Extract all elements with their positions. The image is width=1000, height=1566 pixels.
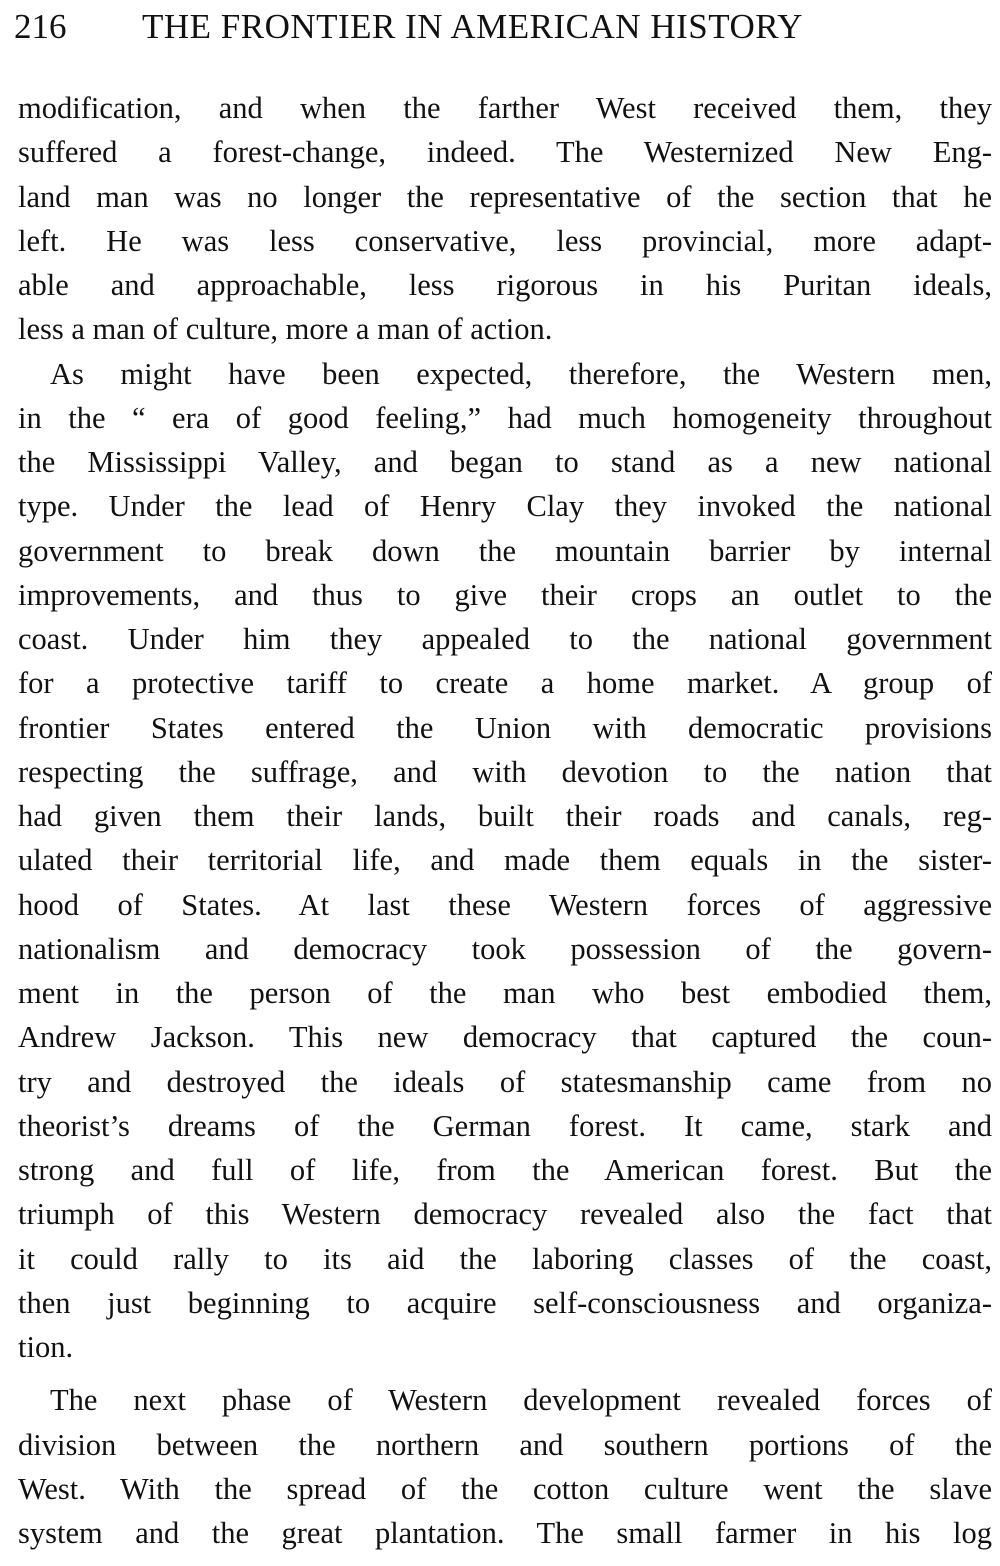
text-line: tion.	[18, 1330, 74, 1364]
text-line: the Mississippi Valley, and began to stand as a new national	[18, 445, 992, 479]
text-line: suffered a forest-change, indeed. The Westernized New Eng-	[18, 135, 992, 170]
text-line: nationalism and democracy took possession of the govern-	[18, 931, 992, 966]
text-line: West. With the spread of the cotton culture went the slave	[18, 1471, 992, 1506]
text-line: frontier States entered the Union with democratic provisions	[18, 710, 992, 745]
text-line: ment in the person of the man who best embodied them,	[18, 976, 992, 1010]
book-title-header: THE FRONTIER IN AMERICAN HISTORY	[142, 7, 803, 46]
page-number: 216	[14, 7, 67, 46]
text-line: The next phase of Western development revealed forces of	[50, 1383, 992, 1418]
text-line: for a protective tariff to create a home market. A group of	[18, 666, 992, 701]
text-line: type. Under the lead of Henry Clay they invoked the national	[18, 489, 992, 524]
text-line: ulated their territorial life, and made them equals in the sister-	[18, 843, 992, 878]
text-line: able and approachable, less rigorous in his Puritan ideals,	[18, 268, 992, 302]
text-line: then just beginning to acquire self-consciousness and organiza-	[18, 1285, 992, 1320]
text-line: theorist’s dreams of the German forest. It came, stark and	[18, 1108, 992, 1143]
text-line: division between the northern and southern portions of the	[18, 1427, 992, 1462]
text-line: triumph of this Western democracy revealed also the fact that	[18, 1197, 992, 1232]
text-line: As might have been expected, therefore, the Western men,	[50, 356, 992, 391]
text-line: Andrew Jackson. This new democracy that captured the coun-	[18, 1020, 992, 1055]
text-line: it could rally to its aid the laboring classes of the coast,	[18, 1241, 992, 1276]
text-line: respecting the suffrage, and with devotion to the nation that	[18, 754, 992, 789]
running-head	[14, 4, 994, 50]
text-line: system and the great plantation. The small farmer in his log	[18, 1516, 992, 1550]
text-line: improvements, and thus to give their crops an outlet to the	[18, 577, 992, 612]
text-line: left. He was less conservative, less provincial, more adapt-	[18, 223, 992, 258]
text-line: government to break down the mountain barrier by internal	[18, 533, 992, 568]
text-line: hood of States. At last these Western forces of aggressive	[18, 887, 992, 922]
text-line: coast. Under him they appealed to the national government	[18, 622, 992, 656]
text-line: modification, and when the farther West received them, they	[18, 91, 992, 125]
text-line: less a man of culture, more a man of action.	[18, 312, 553, 347]
body-text	[18, 86, 992, 1555]
text-line: had given them their lands, built their roads and canals, reg-	[18, 799, 992, 833]
text-line: strong and full of life, from the American forest. But the	[18, 1153, 992, 1187]
text-line: land man was no longer the representative of the section that he	[18, 179, 992, 214]
text-line: in the “ era of good feeling,” had much homogeneity throughout	[18, 400, 992, 435]
text-line: try and destroyed the ideals of statesmanship came from no	[18, 1064, 992, 1099]
